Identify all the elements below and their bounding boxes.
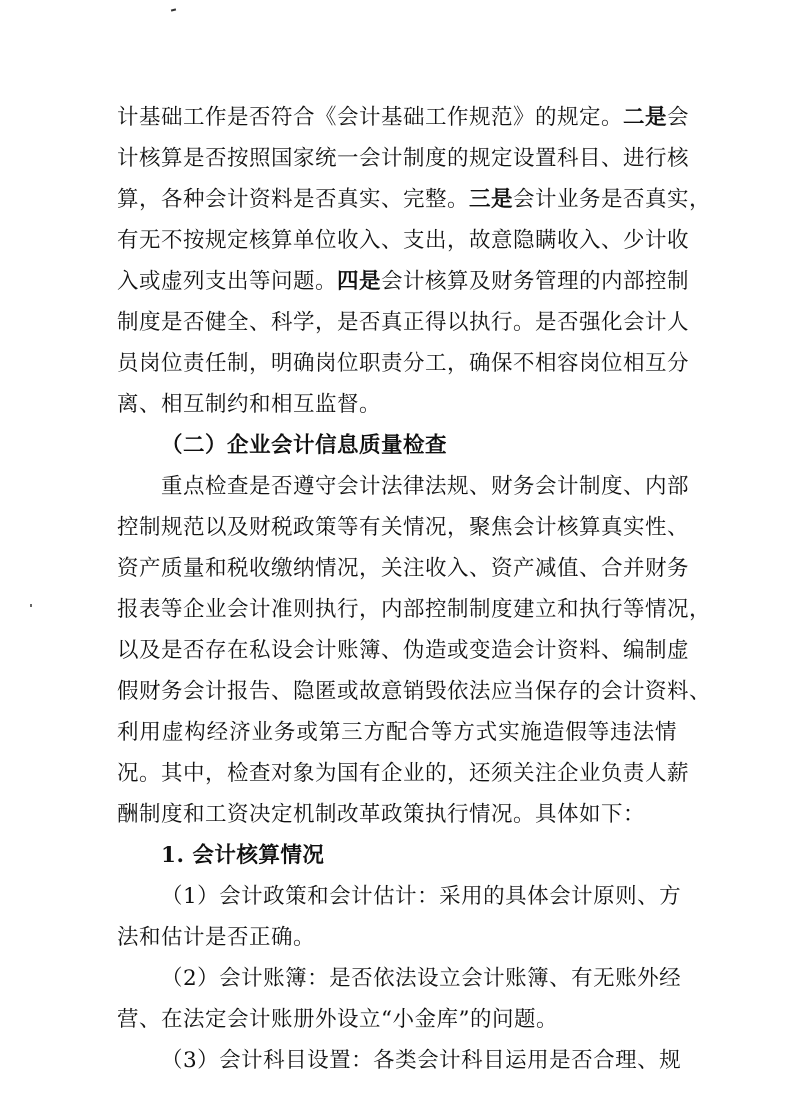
subsection-heading: 1. 会计核算情况 [161,843,325,868]
bold-text-run: 二是 [623,105,668,130]
text-run: 制度是否健全、科学，是否真正得以执行。是否强化会计人 [117,310,690,335]
text-run: 员岗位责任制，明确岗位职责分工，确保不相容岗位相互分 [117,351,690,376]
list-item-line: 营、在法定会计账册外设立“小金库”的问题。 [117,1007,558,1032]
paragraph-line: 况。其中，检查对象为国有企业的，还须关注企业负责人薪 [117,761,690,786]
paragraph-line [117,100,690,136]
scan-mark [171,8,176,11]
list-item-line: （3）会计科目设置：各类会计科目运用是否合理、规 [161,1048,682,1073]
list-item-line: （1）会计政策和会计估计：采用的具体会计原则、方 [161,884,682,909]
paragraph-line: 资产质量和税收缴纳情况，关注收入、资产减值、合并财务 [117,556,690,581]
paragraph-line [117,223,690,259]
paragraph-line: 控制规范以及财税政策等有关情况，聚焦会计核算真实性、 [117,515,690,540]
bold-text-run: 三是 [469,187,514,212]
text-run: 离、相互制约和相互监督。 [117,392,382,417]
bold-text-run: 四是 [337,269,382,294]
list-item-line: （2）会计账簿：是否依法设立会计账簿、有无账外经 [161,966,682,991]
paragraph-line [117,387,677,423]
paragraph-line: 报表等企业会计准则执行，内部控制制度建立和执行等情况， [117,597,712,622]
paragraph-line: 酬制度和工资决定机制改革政策执行情况。具体如下： [117,802,646,827]
text-run: 会 [667,105,690,130]
text-run: 算，各种会计资料是否真实、完整。 [117,187,470,212]
paragraph-line: 利用虚构经济业务或第三方配合等方式实施造假等违法情 [117,720,677,745]
paragraph-line: 重点检查是否遵守会计法律法规、财务会计制度、内部 [161,474,690,499]
paragraph-line: 以及是否存在私设会计账簿、伪造或变造会计资料、编制虚 [117,638,690,663]
paragraph-line [117,346,690,382]
paragraph-line: 假财务会计报告、隐匿或故意销毁依法应当保存的会计资料、 [117,679,712,704]
paragraph-line [117,141,690,177]
text-run: 会计核算及财务管理的内部控制 [381,269,690,294]
text-run: 入或虚列支出等问题。 [117,269,338,294]
text-run: 计基础工作是否符合《会计基础工作规范》的规定。 [117,105,624,130]
list-item-line: 法和估计是否正确。 [117,925,316,950]
text-run: 会计业务是否真实， [513,187,712,212]
scan-mark [30,604,32,607]
paragraph-line [117,182,712,218]
paragraph-line [117,305,690,341]
text-run: 计核算是否按照国家统一会计制度的规定设置科目、进行核 [117,146,690,171]
text-run: 有无不按规定核算单位收入、支出，故意隐瞒收入、少计收 [117,228,690,253]
section-heading: （二）企业会计信息质量检查 [161,433,448,458]
paragraph-line [117,264,690,300]
